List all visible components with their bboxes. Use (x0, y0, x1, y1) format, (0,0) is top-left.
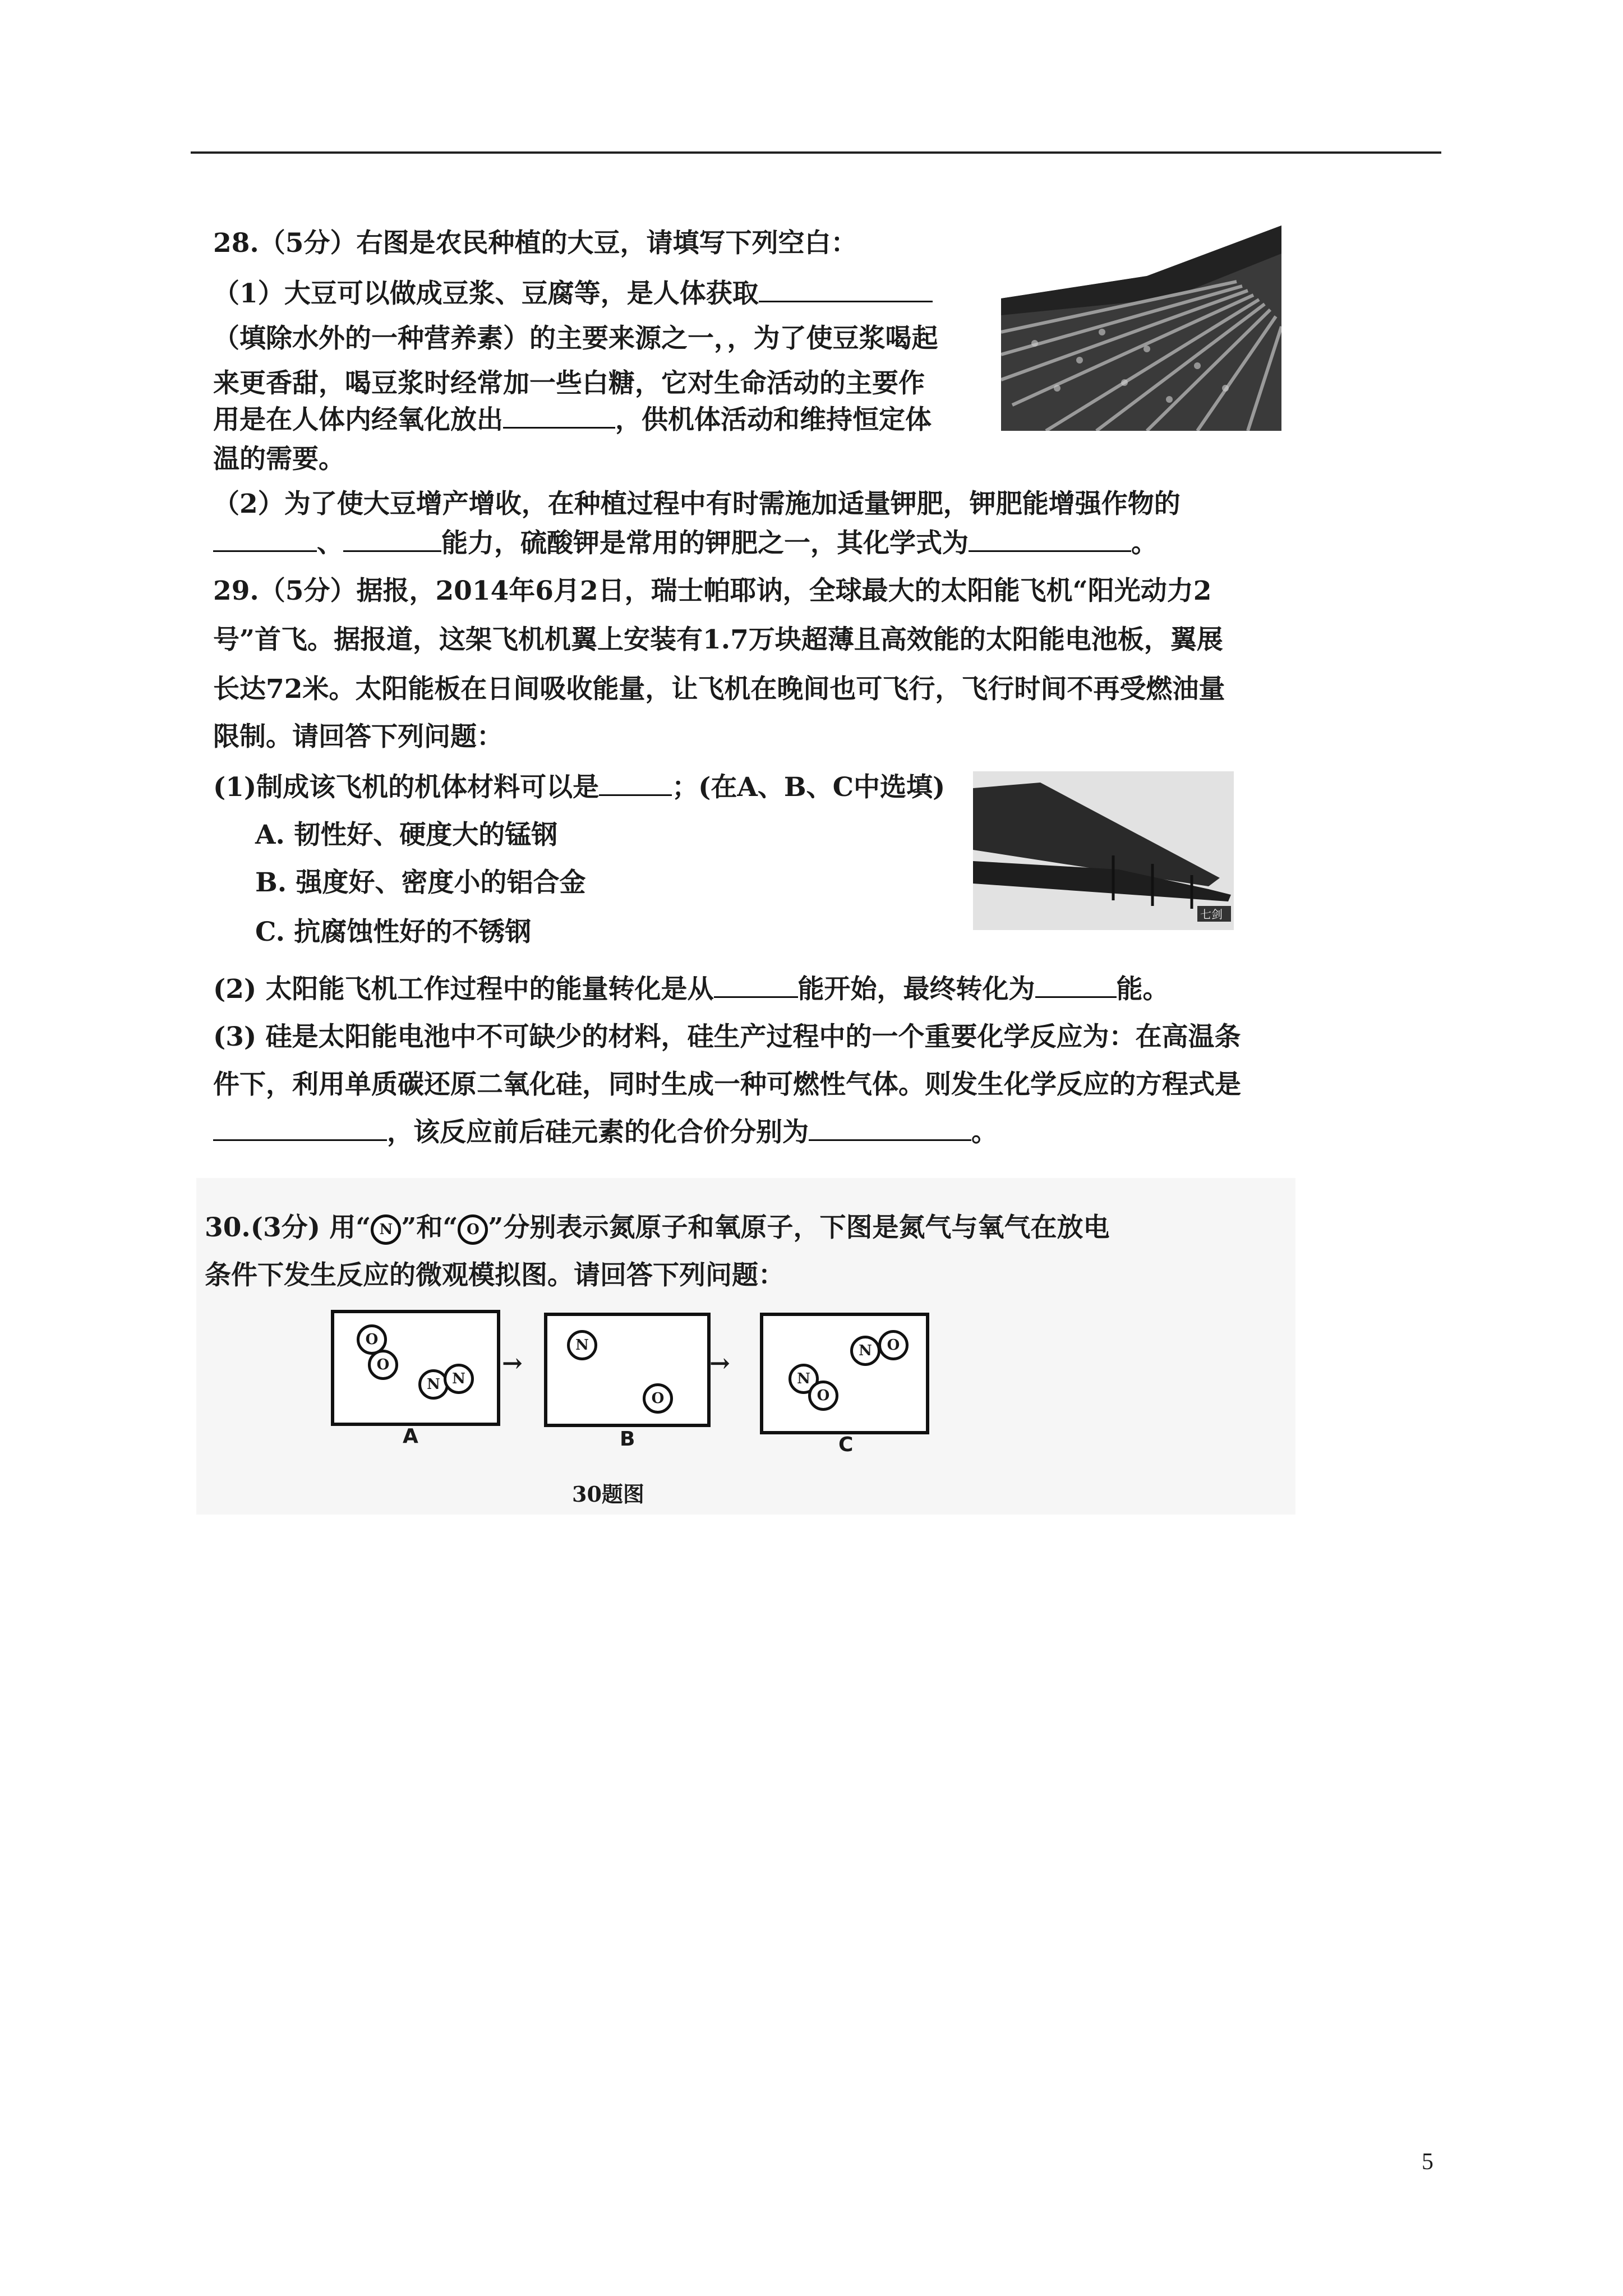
oxygen-atom: O (368, 1350, 398, 1380)
q30-line2: 条件下发生反应的微观模拟图。请回答下列问题： (205, 1260, 785, 1291)
q29-option-b: B. 强度好、密度小的铝合金 (255, 867, 586, 898)
q29-line1: 29.（5分）据报，2014年6月2日，瑞士帕耶讷，全球最大的太阳能飞机“阳光动力2 (213, 576, 1212, 606)
q28-p1-line5: 温的需要。 (213, 444, 345, 475)
q29-sub3-line1: (3) 硅是太阳能电池中不可缺少的材料，硅生产过程中的一个重要化学反应为：在高温条 (213, 1022, 1241, 1052)
q29-blank-material[interactable] (599, 772, 672, 796)
q30-line1: 30.(3分) 用“ N ”和“ O ”分别表示氮原子和氧原子，下图是氮气与氧气在放电 (205, 1212, 1109, 1245)
q30-figure-caption: 30题图 (572, 1481, 644, 1507)
q28-p1-line3: 来更香甜，喝豆浆时经常加一些白糖，它对生命活动的主要作 (213, 368, 925, 399)
q28-blank-formula[interactable] (969, 528, 1131, 552)
diagram-box-c (760, 1313, 929, 1434)
diagram-box-b (544, 1313, 711, 1427)
oxygen-atom: O (808, 1381, 838, 1411)
oxygen-atom: O (878, 1330, 909, 1360)
page-number: 5 (1422, 2149, 1433, 2175)
nitrogen-atom: N (850, 1336, 880, 1366)
oxygen-atom: O (643, 1383, 673, 1414)
q28-p1-line1: （1）大豆可以做成豆浆、豆腐等，是人体获取 (213, 278, 933, 310)
nitrogen-atom-symbol: N (371, 1214, 401, 1245)
q28-blank-ability1[interactable] (213, 528, 317, 552)
q28-p2-line2: 、 能力，硫酸钾是常用的钾肥之一，其化学式为 。 (213, 527, 1158, 560)
solar-plane-photo (973, 771, 1234, 930)
box-b-label: B (620, 1428, 635, 1451)
oxygen-atom: O (357, 1324, 387, 1355)
q28-p1-line4: 用是在人体内经氧化放出 ，供机体活动和维持恒定体 (213, 404, 932, 435)
q29-blank-valence[interactable] (809, 1117, 971, 1141)
diagram-box-a (331, 1310, 500, 1426)
q28-p1-line2: （填除水外的一种营养素）的主要来源之一，，为了使豆浆喝起 (213, 323, 938, 354)
photo-watermark: 七剑 (1200, 908, 1223, 921)
nitrogen-atom: N (418, 1369, 449, 1400)
q29-sub2: (2) 太阳能飞机工作过程中的能量转化是从 能开始，最终转化为 能。 (213, 974, 1169, 1005)
soybean-field-photo (1001, 220, 1281, 431)
q29-blank-equation[interactable] (213, 1117, 387, 1141)
arrow-a-to-b: → (502, 1349, 523, 1378)
q29-line3: 长达72米。太阳能板在日间吸收能量，让飞机在晚间也可飞行，飞行时间不再受燃油量 (213, 674, 1225, 705)
q28-blank-nutrient[interactable] (759, 278, 933, 302)
nitrogen-atom: N (789, 1364, 819, 1394)
oxygen-atom-symbol: O (458, 1214, 488, 1245)
q29-sub3-line3: ，该反应前后硅元素的化合价分别为 。 (213, 1116, 998, 1149)
q29-sub3-line2: 件下，利用单质碳还原二氧化硅，同时生成一种可燃性气体。则发生化学反应的方程式是 (213, 1069, 1241, 1100)
header-rule (191, 151, 1441, 154)
q29-line4: 限制。请回答下列问题： (213, 721, 503, 752)
box-c-label: C (838, 1433, 854, 1456)
q29-blank-energy-from[interactable] (714, 974, 798, 998)
q29-blank-energy-to[interactable] (1035, 974, 1117, 998)
q28-blank-ability2[interactable] (343, 528, 441, 552)
arrow-b-to-c: → (709, 1349, 730, 1378)
q29-sub1: (1)制成该飞机的机体材料可以是 ；(在A、B、C中选填) (213, 772, 946, 803)
box-a-label: A (403, 1425, 418, 1448)
q29-option-c: C. 抗腐蚀性好的不锈钢 (255, 917, 532, 947)
nitrogen-atom: N (567, 1330, 597, 1360)
q28-blank-energy[interactable] (503, 404, 615, 429)
q28-p2-line1: （2）为了使大豆增产增收，在种植过程中有时需施加适量钾肥，钾肥能增强作物的 (213, 489, 1181, 519)
q29-option-a: A. 韧性好、硬度大的锰钢 (255, 820, 558, 850)
q28-heading: 28.（5分）右图是农民种植的大豆，请填写下列空白： (213, 228, 857, 259)
nitrogen-atom: N (444, 1364, 474, 1394)
q29-line2: 号”首飞。据报道，这架飞机机翼上安装有1.7万块超薄且高效能的太阳能电池板，翼展 (213, 624, 1223, 655)
